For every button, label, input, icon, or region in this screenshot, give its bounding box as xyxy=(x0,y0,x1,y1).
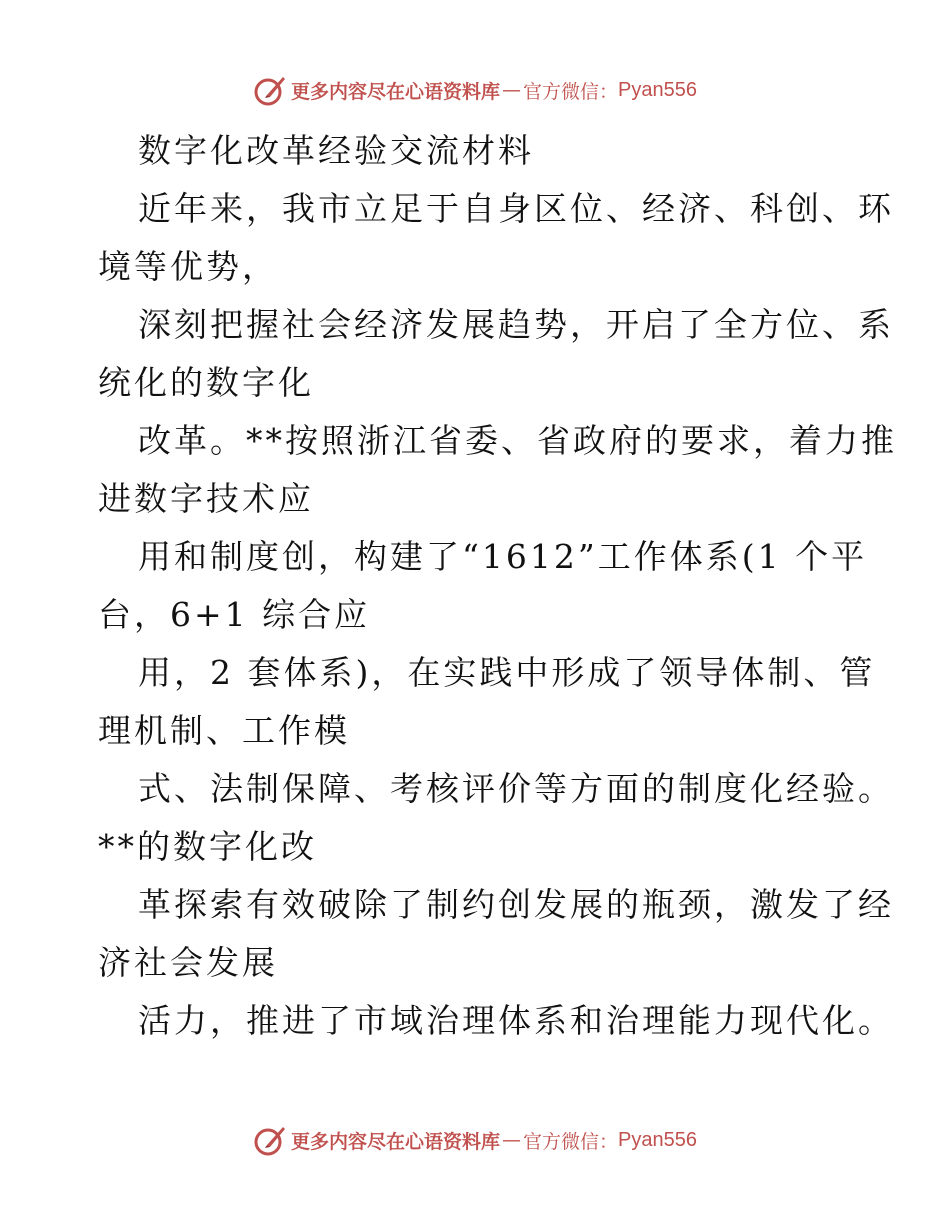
text-line: 境等优势， xyxy=(98,247,278,286)
text-line: 统化的数字化 xyxy=(98,363,314,402)
header-watermark-banner xyxy=(0,70,950,110)
text-line: 理机制、工作模 xyxy=(98,711,350,750)
quill-logo-icon xyxy=(253,1123,287,1157)
text-line: 深刻把握社会经济发展趋势，开启了全方位、系 xyxy=(138,305,894,344)
banner-wechat-label: 官方微信： xyxy=(523,1130,619,1153)
text-line: 革探索有效破除了制约创发展的瓶颈，激发了经 xyxy=(138,885,894,924)
banner-separator: — xyxy=(502,79,522,101)
banner-wechat-label: 官方微信： xyxy=(523,80,619,103)
banner-main-text: 更多内容尽在心语资料库 xyxy=(291,1130,501,1153)
text-line: 进数字技术应 xyxy=(98,479,314,518)
footer-watermark-banner xyxy=(0,1120,950,1160)
document-title: 数字化改革经验交流材料 xyxy=(138,131,534,170)
document-body xyxy=(98,122,897,1050)
banner-separator: — xyxy=(502,1129,522,1151)
text-line: 改革。**按照浙江省委、省政府的要求，着力推 xyxy=(138,421,897,460)
banner-wechat-id: Pyan556 xyxy=(618,1128,697,1151)
text-line: 用，2 套体系)，在实践中形成了领导体制、管 xyxy=(138,653,876,692)
banner-wechat-id: Pyan556 xyxy=(618,78,697,101)
text-line: 用和制度创，构建了“1612”工作体系(1 个平 xyxy=(138,537,868,576)
text-line: 济社会发展 xyxy=(98,943,278,982)
banner-main-text: 更多内容尽在心语资料库 xyxy=(291,80,501,103)
text-line: 台，6+1 综合应 xyxy=(98,595,371,634)
text-line: 活力，推进了市域治理体系和治理能力现代化。 xyxy=(138,1001,894,1040)
text-line: 式、法制保障、考核评价等方面的制度化经验。 xyxy=(138,769,894,808)
text-line: 近年来，我市立足于自身区位、经济、科创、环 xyxy=(138,189,894,228)
quill-logo-icon xyxy=(253,73,287,107)
text-line: **的数字化改 xyxy=(98,827,317,866)
